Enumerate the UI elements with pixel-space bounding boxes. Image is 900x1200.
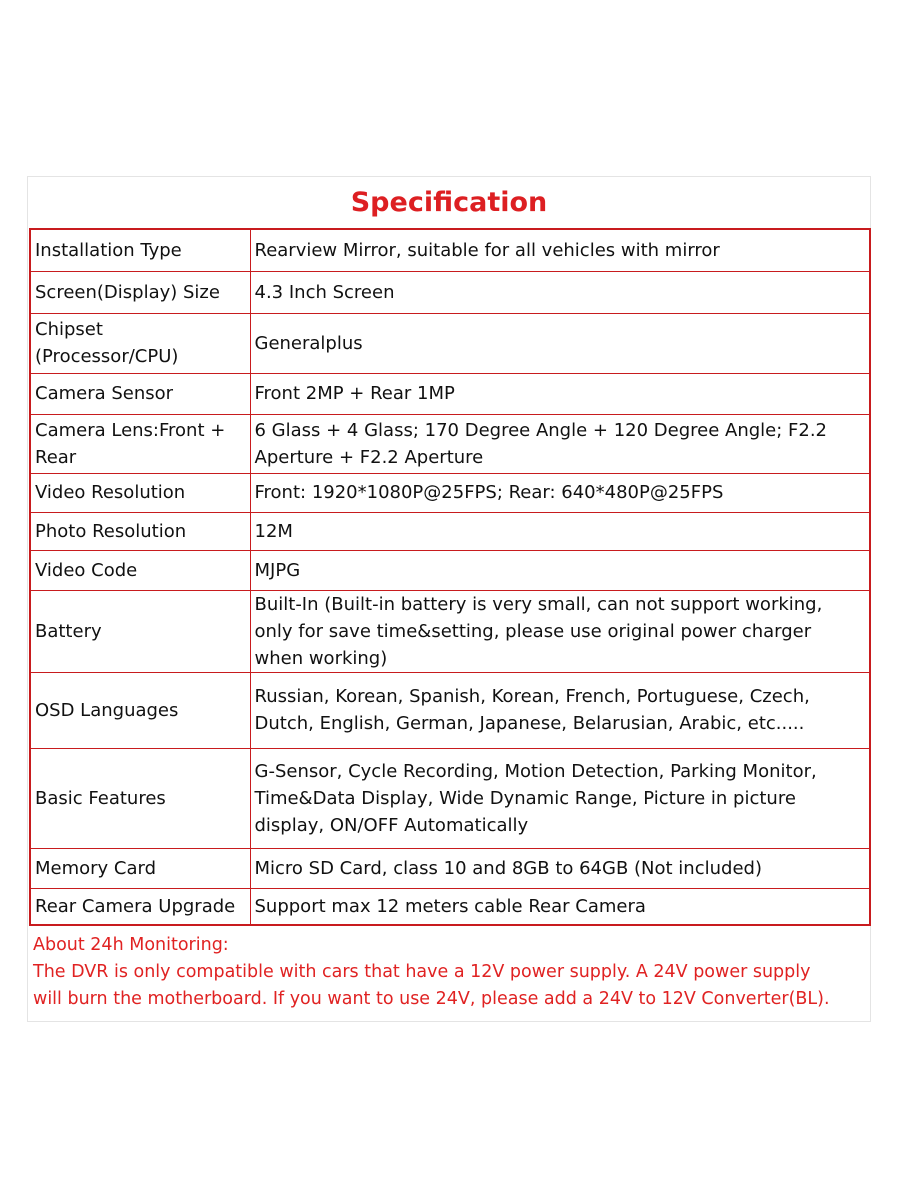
row-label: Rear Camera Upgrade bbox=[30, 888, 250, 925]
table-row bbox=[30, 229, 870, 271]
row-value: Generalplus bbox=[250, 313, 870, 373]
row-label: Basic Features bbox=[30, 748, 250, 848]
table-row bbox=[30, 473, 870, 512]
table-row bbox=[30, 590, 870, 672]
row-label: Photo Resolution bbox=[30, 512, 250, 550]
row-label: OSD Languages bbox=[30, 672, 250, 748]
table-row bbox=[30, 550, 870, 590]
table-row bbox=[30, 313, 870, 373]
note-line: The DVR is only compatible with cars that have a 12V power supply. A 24V power supply bbox=[33, 962, 811, 982]
row-label: Video Code bbox=[30, 550, 250, 590]
row-label: Screen(Display) Size bbox=[30, 271, 250, 313]
table-row bbox=[30, 848, 870, 888]
row-value: 6 Glass + 4 Glass; 170 Degree Angle + 120 Degree Angle; F2.2 Aperture + F2.2 Aperture bbox=[250, 414, 870, 473]
table-row bbox=[30, 373, 870, 414]
table-row bbox=[30, 414, 870, 473]
monitoring-note bbox=[33, 932, 869, 1013]
row-label: Camera Sensor bbox=[30, 373, 250, 414]
row-label: Memory Card bbox=[30, 848, 250, 888]
row-value: Support max 12 meters cable Rear Camera bbox=[250, 888, 870, 925]
specification-title: Specification bbox=[350, 187, 548, 218]
row-label: Video Resolution bbox=[30, 473, 250, 512]
row-value: G-Sensor, Cycle Recording, Motion Detection, Parking Monitor, Time&Data Display, Wide Dynamic Range, Picture in picture display, ON/OFF Automatically bbox=[250, 748, 870, 848]
row-label: Installation Type bbox=[30, 229, 250, 271]
note-heading: About 24h Monitoring: bbox=[33, 935, 229, 955]
table-row bbox=[30, 271, 870, 313]
row-label: Camera Lens:Front + Rear bbox=[30, 414, 250, 473]
row-value: MJPG bbox=[250, 550, 870, 590]
specification-table bbox=[29, 228, 871, 926]
row-value: Micro SD Card, class 10 and 8GB to 64GB (Not included) bbox=[250, 848, 870, 888]
table-row bbox=[30, 672, 870, 748]
row-value: 12M bbox=[250, 512, 870, 550]
table-row bbox=[30, 748, 870, 848]
row-value: Russian, Korean, Spanish, Korean, French, Portuguese, Czech, Dutch, English, German, Japanese, Belarusian, Arabic, etc..... bbox=[250, 672, 870, 748]
specification-sheet bbox=[27, 176, 871, 1022]
note-line: will burn the motherboard. If you want to use 24V, please add a 24V to 12V Converter(BL). bbox=[33, 989, 830, 1009]
row-value: Front 2MP + Rear 1MP bbox=[250, 373, 870, 414]
table-row bbox=[30, 512, 870, 550]
table-row bbox=[30, 888, 870, 925]
row-value: Built-In (Built-in battery is very small, can not support working, only for save time&setting, please use original power charger when working) bbox=[250, 590, 870, 672]
row-label: Chipset (Processor/CPU) bbox=[30, 313, 250, 373]
row-value: 4.3 Inch Screen bbox=[250, 271, 870, 313]
row-value: Rearview Mirror, suitable for all vehicles with mirror bbox=[250, 229, 870, 271]
row-label: Battery bbox=[30, 590, 250, 672]
row-value: Front: 1920*1080P@25FPS; Rear: 640*480P@25FPS bbox=[250, 473, 870, 512]
